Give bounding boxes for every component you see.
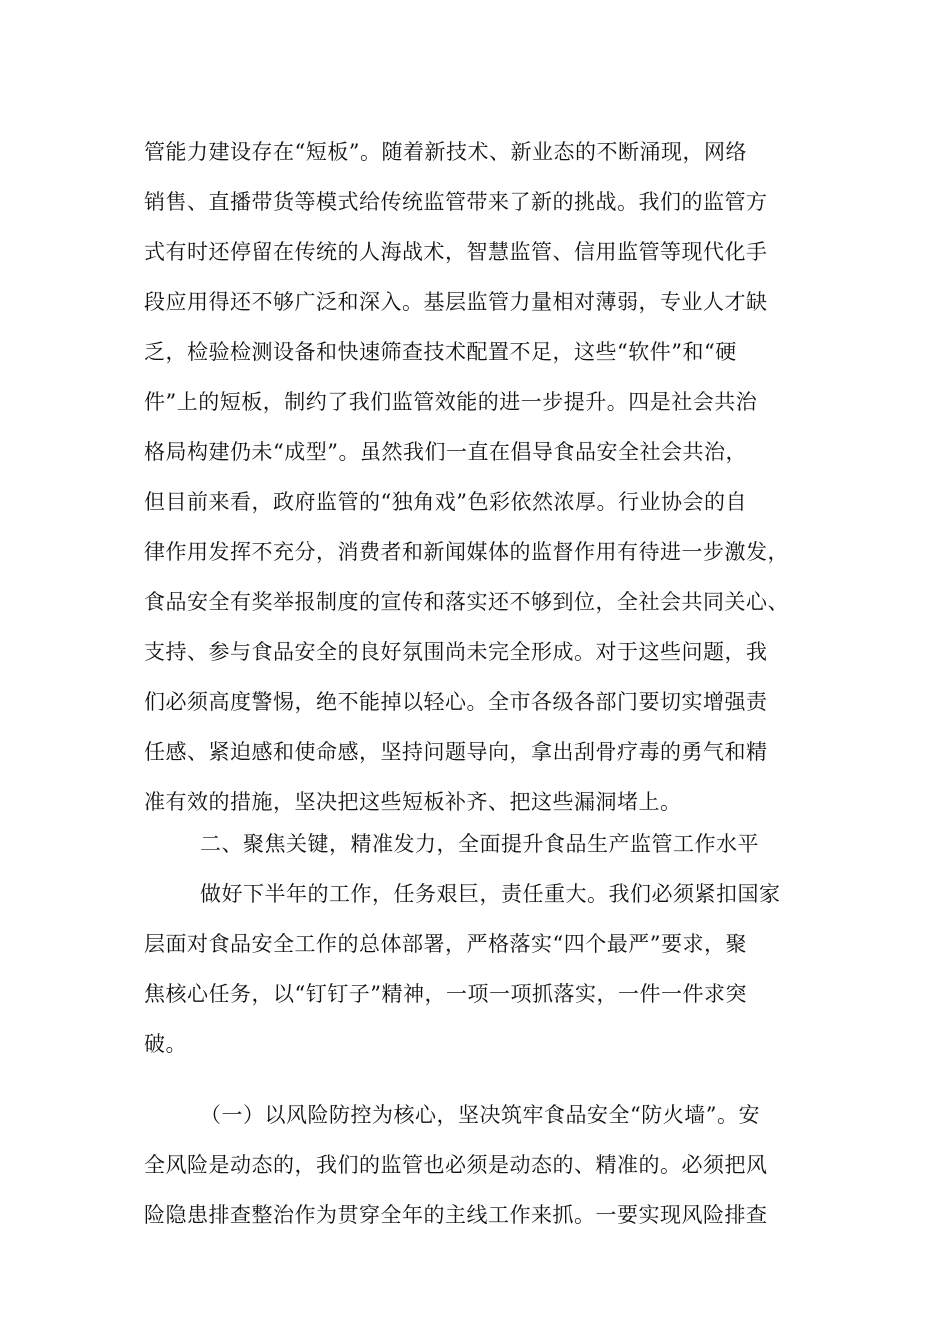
text-line: 但目前来看，政府监管的“独角戏”色彩依然浓厚。行业协会的自 [144,490,747,514]
text-line: 式有时还停留在传统的人海战术，智慧监管、信用监管等现代化手 [144,240,768,264]
section-heading [144,819,814,869]
text-line: 段应用得还不够广泛和深入。基层监管力量相对薄弱，专业人才缺 [144,290,768,314]
text-line: 管能力建设存在“短板”。随着新技术、新业态的不断涌现，网络 [144,140,747,164]
paragraph-intro [144,869,814,1069]
text-line: 销售、直播带货等模式给传统监管带来了新的挑战。我们的监管方 [144,190,768,214]
text-line: 支持、参与食品安全的良好氛围尚未完全形成。对于这些问题，我 [144,640,768,664]
paragraph-subsection [144,1090,814,1240]
text-line: 们必须高度警惕，绝不能掉以轻心。全市各级各部门要切实增强责 [144,690,768,714]
text-line: 任感、紧迫感和使命感，坚持问题导向，拿出刮骨疗毒的勇气和精 [144,740,768,764]
text-line: 乏，检验检测设备和快速筛查技术配置不足，这些“软件”和“硬 [144,340,737,364]
heading-text: 二、聚焦关键，精准发力，全面提升食品生产监管工作水平 [200,832,759,856]
text-line: 层面对食品安全工作的总体部署，严格落实“四个最严”要求，聚 [144,932,747,956]
text-line: 破。 [144,1032,187,1056]
text-line: 件”上的短板，制约了我们监管效能的进一步提升。四是社会共治 [144,390,758,414]
paragraph-body [144,127,814,827]
text-line: 险隐患排查整治作为贯穿全年的主线工作来抓。一要实现风险排查 [144,1203,768,1227]
text-line: 焦核心任务，以“钉钉子”精神，一项一项抓落实，一件一件求突 [144,982,747,1006]
text-line: 食品安全有奖举报制度的宣传和落实还不够到位，全社会共同关心、 [144,590,789,614]
text-line: 全风险是动态的，我们的监管也必须是动态的、精准的。必须把风 [144,1153,768,1177]
text-line: 做好下半年的工作，任务艰巨，责任重大。我们必须紧扣国家 [200,882,781,906]
text-line: 准有效的措施，坚决把这些短板补齐、把这些漏洞堵上。 [144,790,682,814]
text-line: 律作用发挥不充分，消费者和新闻媒体的监督作用有待进一步激发， [144,540,789,564]
text-line: （一）以风险防控为核心，坚决筑牢食品安全“防火墙”。安 [200,1103,760,1127]
text-line: 格局构建仍未“成型”。虽然我们一直在倡导食品安全社会共治， [144,440,747,464]
